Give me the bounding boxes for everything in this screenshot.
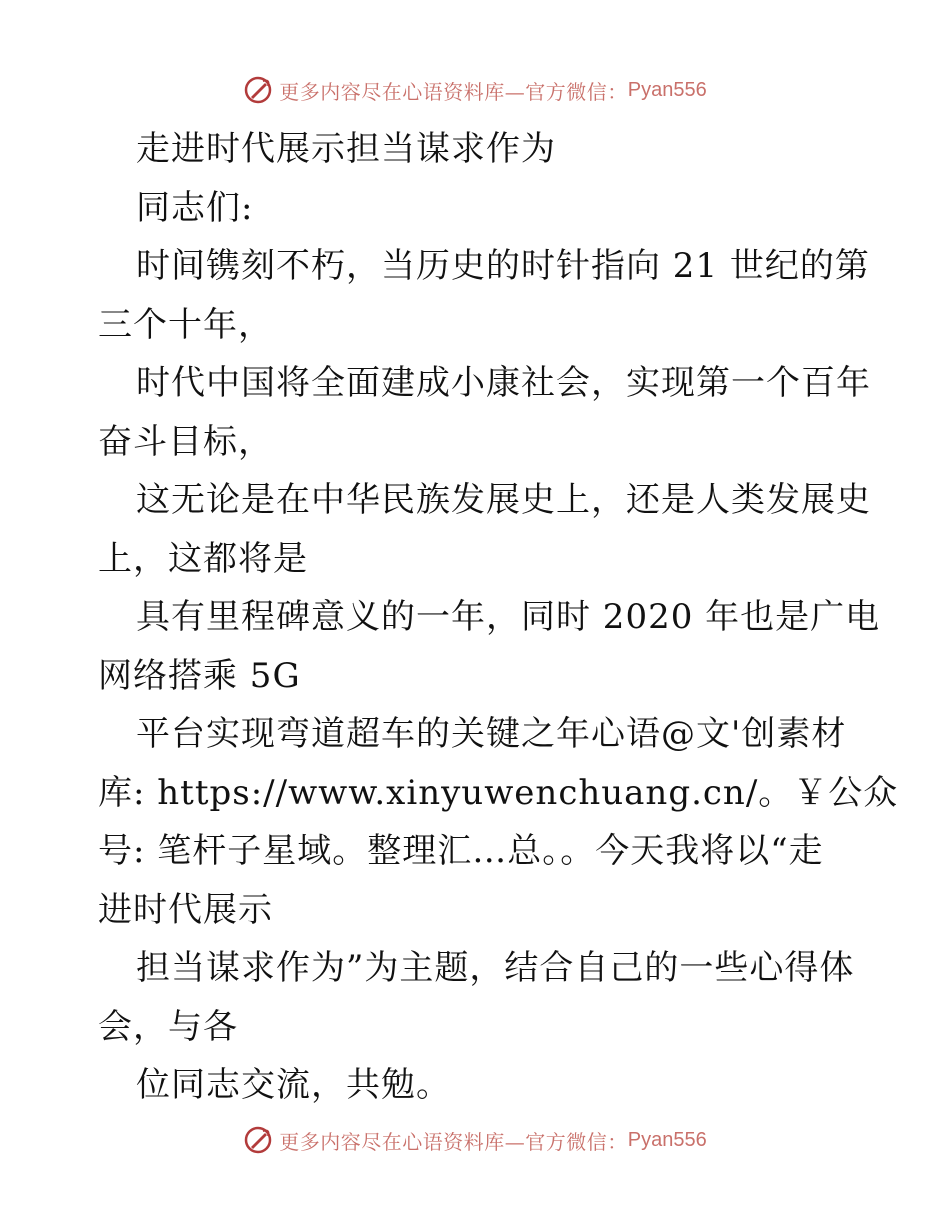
- paragraph-line: 时间镌刻不朽，当历史的时针指向 21 世纪的第: [136, 246, 870, 286]
- footer-wechat-id: Pyan556: [627, 1128, 707, 1151]
- paragraph-line: 奋斗目标，: [98, 421, 273, 462]
- paragraph-line: 进时代展示: [98, 889, 273, 930]
- paragraph-line: 担当谋求作为”为主题，结合自己的一些心得体: [136, 948, 855, 988]
- paragraph-line: 号: 笔杆子星域。整理汇…总。。今天我将以“走: [98, 831, 824, 871]
- quill-pen-logo-icon: [243, 75, 273, 105]
- paragraph-line: 这无论是在中华民族发展史上，还是人类发展史: [136, 480, 871, 520]
- footer-watermark-banner: [0, 1120, 950, 1160]
- paragraph-line: 库: https://www.xinyuwenchuang.cn/。￥公众: [98, 772, 899, 813]
- paragraph-line: 时代中国将全面建成小康社会，实现第一个百年: [136, 363, 871, 403]
- paragraph-line: 位同志交流，共勉。: [136, 1065, 451, 1105]
- document-body: [98, 120, 899, 1115]
- paragraph-line: 网络搭乘 5G: [98, 655, 301, 696]
- header-watermark-banner: [0, 70, 950, 110]
- paragraph-line: 三个十年，: [98, 304, 273, 345]
- salutation: 同志们:: [136, 187, 254, 228]
- quill-pen-logo-icon: [243, 1125, 273, 1155]
- paragraph-line: 上，这都将是: [98, 538, 308, 579]
- footer-banner-text: 更多内容尽在心语资料库—官方微信：: [279, 1129, 628, 1154]
- paragraph-line: 平台实现弯道超车的关键之年心语@文'创素材: [136, 714, 847, 754]
- document-title: 走进时代展示担当谋求作为: [136, 129, 556, 169]
- header-banner-text: 更多内容尽在心语资料库—官方微信：: [279, 79, 628, 104]
- paragraph-line: 会，与各: [98, 1006, 238, 1047]
- paragraph-line: 具有里程碑意义的一年，同时 2020 年也是广电: [136, 597, 881, 637]
- header-wechat-id: Pyan556: [627, 78, 707, 101]
